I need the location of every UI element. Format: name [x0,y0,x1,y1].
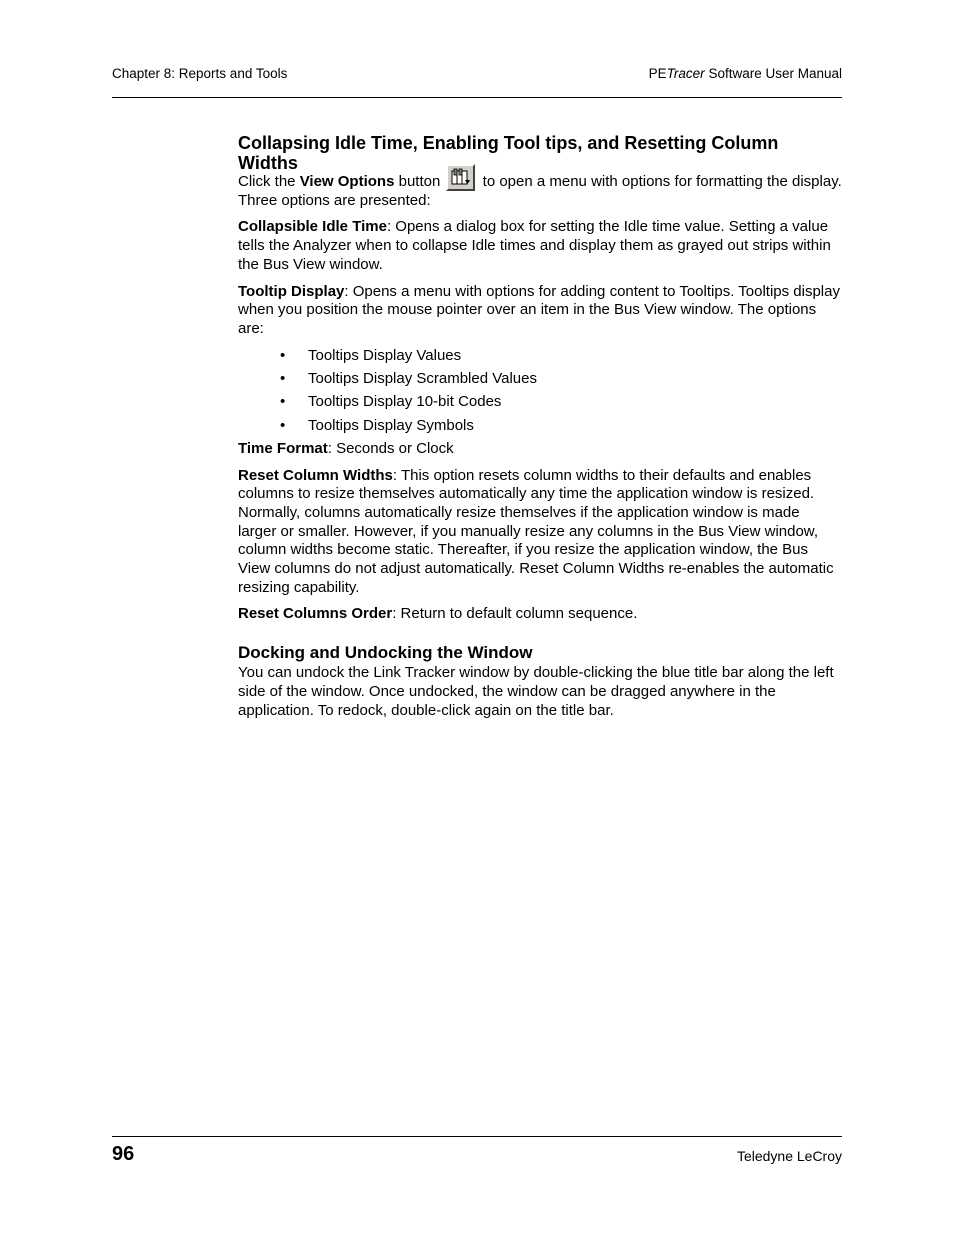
view-options-toolbar-icon [446,164,475,191]
list-item: • Tooltips Display Scrambled Values [280,370,842,389]
manual-title-italic: Tracer [666,66,705,81]
reset-column-widths-term: Reset Column Widths [238,466,393,484]
list-item: • Tooltips Display Symbols [280,417,842,436]
tooltip-display-term: Tooltip Display [238,282,345,300]
page-number: 96 [112,1143,135,1165]
time-format-term: Time Format [238,439,328,457]
reset-columns-order-text: : Return to default column sequence. [392,605,638,623]
tooltip-options-list [238,347,842,436]
list-item: • Tooltips Display Values [280,347,842,366]
intro-text-pre: Click the [238,173,300,190]
intro-paragraph [238,173,842,210]
collapsible-idle-time-paragraph [238,218,842,274]
running-header-manual-title [649,66,842,81]
intro-text-mid: button [394,173,445,190]
docking-paragraph: You can undock the Link Tracker window by double-clicking the blue title bar along the left side of the window. Once undocked, the window can be dragged anywhere in the application. To redock, double-click again on the title bar. [238,664,834,719]
page-content [238,134,842,728]
section-heading-collapsing-idle-time: Collapsing Idle Time, Enabling Tool tips, and Resetting Column Widths [238,133,779,173]
footer-rule [112,1136,842,1137]
list-item: • Tooltips Display 10-bit Codes [280,393,842,412]
reset-columns-order-term: Reset Columns Order [238,605,393,623]
view-options-term: View Options [299,173,395,190]
section-heading-docking: Docking and Undocking the Window [238,643,533,663]
intro-text-post: to open a menu with options for formatting the display. Three options are presented: [238,173,842,209]
tooltip-display-paragraph [238,283,842,339]
collapsible-idle-time-term: Collapsible Idle Time [238,218,387,236]
collapsible-idle-time-text: : Opens a dialog box for setting the Idle time value. Setting a value tells the Analyzer when to collapse Idle times and display them as grayed out strips within the Bus View window. [238,218,831,273]
running-header-chapter: Chapter 8: Reports and Tools [112,66,288,81]
time-format-text: : Seconds or Clock [327,439,454,457]
reset-column-widths-text: : This option resets column widths to their defaults and enables columns to resize themselves automatically any time the application window is resized. Normally, columns automatically resize themselves if the application window is made larger or smaller. However, if you manually resize any columns in the Bus View window, column widths become static. Thereafter, if you resize the application window, the Bus View columns do not adjust automatically. Reset Column Widths re-enables the automatic resizing capability. [238,466,834,596]
manual-title-suffix: Software User Manual [704,66,842,81]
manual-title-prefix: PE [648,66,667,81]
reset-column-widths-paragraph [238,467,842,598]
footer-company: Teledyne LeCroy [736,1148,842,1164]
time-format-paragraph [238,440,842,459]
header-rule [112,97,842,98]
tooltip-display-text: : Opens a menu with options for adding content to Tooltips. Tooltips display when you position the mouse pointer over an item in the Bus View window. The options are: [238,282,840,337]
reset-columns-order-paragraph [238,605,842,624]
